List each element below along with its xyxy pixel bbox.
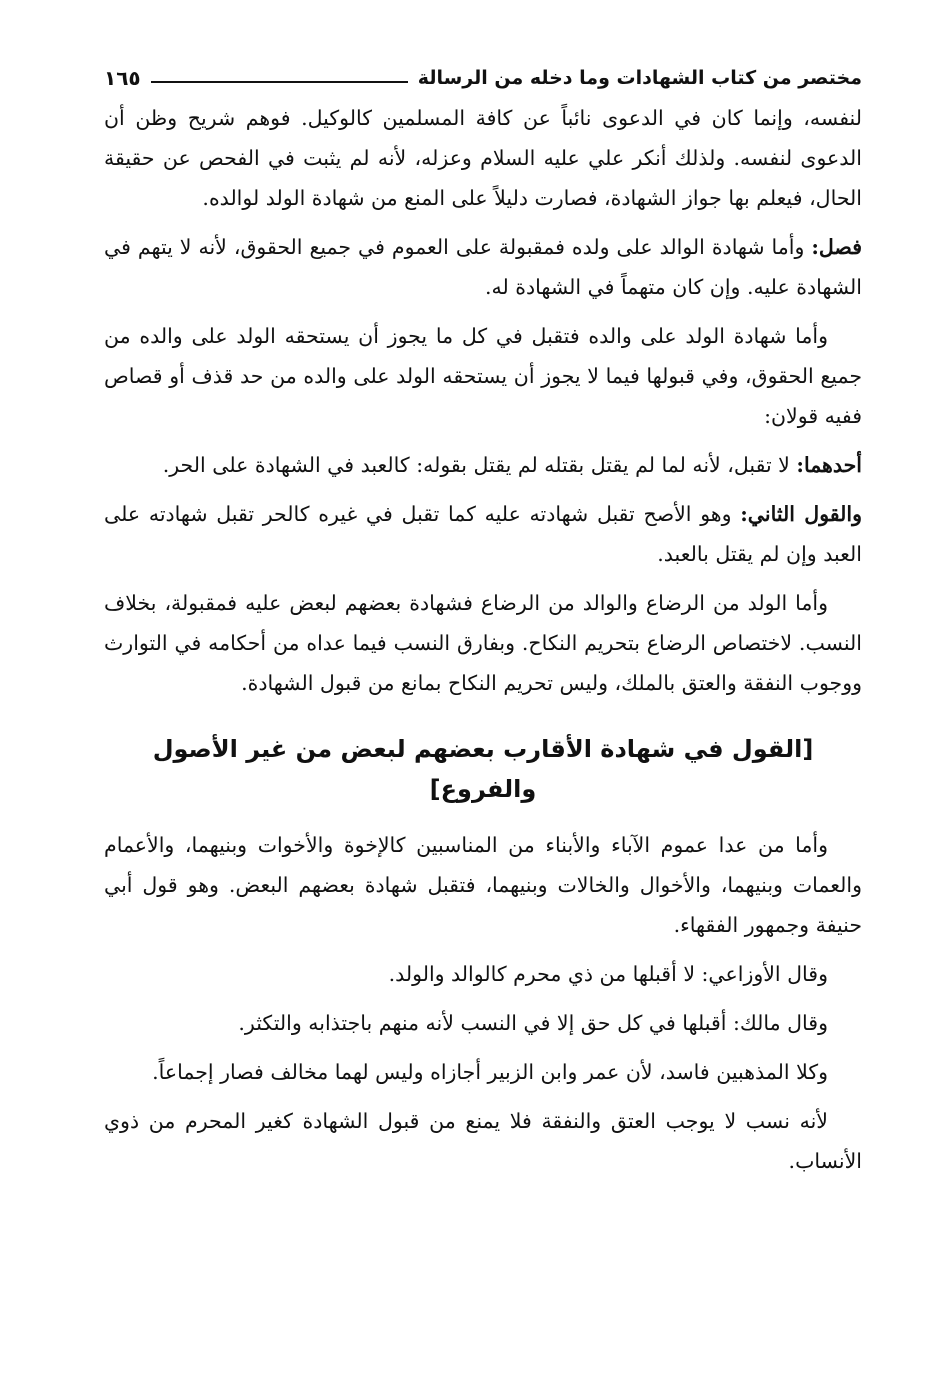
paragraph (104, 445, 862, 485)
paragraph-text: وقال الأوزاعي: لا أقبلها من ذي محرم كالوالد والولد. (388, 962, 828, 986)
paragraph (104, 825, 862, 945)
paragraph-lead: والقول الثاني: (740, 502, 863, 526)
header-rule (151, 81, 408, 83)
book-page (104, 58, 862, 1190)
paragraph-text: وكلا المذهبين فاسد، لأن عمر وابن الزبير أجازاه وليس لهما مخالف فصار إجماعاً. (152, 1060, 828, 1084)
paragraph-text: وأما شهادة الوالد على ولده فمقبولة على العموم في جميع الحقوق، لأنه لا يتهم في الشهادة عليه. وإن كان متهماً في الشهادة له. (104, 235, 862, 299)
paragraph (104, 1003, 862, 1043)
paragraph (104, 316, 862, 436)
paragraph (104, 1101, 862, 1181)
paragraph-text: لا تقبل، لأنه لما لم يقتل بقتله لم يقتل بقوله: كالعبد في الشهادة على الحر. (162, 453, 797, 477)
paragraph (104, 494, 862, 574)
paragraph (104, 1052, 862, 1092)
paragraph-text: وقال مالك: أقبلها في كل حق إلا في النسب لأنه منهم باجتذابه والتكثر. (238, 1011, 828, 1035)
running-header (104, 58, 862, 98)
paragraph (104, 227, 862, 307)
paragraph-text: وأما الولد من الرضاع والوالد من الرضاع فشهادة بعضهم لبعض عليه فمقبولة، بخلاف النسب. لاختصاص الرضاع بتحريم النكاح. وبفارق النسب فيما عداه من أحكامه في التوارث ووجوب النفقة والعتق بالملك، وليس تحريم النكاح بمانع من قبول الشهادة. (104, 591, 862, 695)
page-number: ١٦٥ (104, 66, 141, 90)
paragraph-text: وأما من عدا عموم الآباء والأبناء من المناسبين كالإخوة والأخوات وبنيهما، والأعمام والعمات وبنيهما، والأخوال والخالات وبنيهما، فتقبل شهادة بعضهم البعض. وهو قول أبي حنيفة وجمهور الفقهاء. (104, 833, 862, 937)
section-heading: [القول في شهادة الأقارب بعضهم لبعض من غير الأصول والفروع] (152, 735, 814, 803)
paragraph-text: لأنه نسب لا يوجب العتق والنفقة فلا يمنع من قبول الشهادة كغير المحرم من ذوي الأنساب. (104, 1109, 862, 1173)
paragraph-text: لنفسه، وإنما كان في الدعوى نائباً عن كافة المسلمين كالوكيل. فوهم شريح وظن أن الدعوى لنفسه. ولذلك أنكر علي عليه السلام وعزله، لأنه لم يثبت في الفحص عن حقيقة الحال، فيعلم بها جواز الشهادة، فصارت دليلاً على المنع من شهادة الولد لوالده. (104, 106, 862, 210)
paragraph-text: وهو الأصح تقبل شهادته عليه كما تقبل في غيره كالحر تقبل شهادته على العبد وإن لم يقتل بالعبد. (104, 502, 862, 566)
running-header-title: مختصر من كتاب الشهادات وما دخله من الرسالة (417, 67, 862, 89)
paragraph (104, 583, 862, 703)
paragraph (104, 954, 862, 994)
paragraph-lead: فصل: (811, 235, 862, 259)
paragraph-lead: أحدهما: (796, 453, 862, 477)
paragraph (104, 98, 862, 218)
paragraph-text: وأما شهادة الولد على والده فتقبل في كل ما يجوز أن يستحقه الولد على والده من جميع الحقوق، وفي قبولها فيما لا يجوز أن يستحقه الولد على والده من حد قذف أو قصاص ففيه قولان: (104, 324, 862, 428)
